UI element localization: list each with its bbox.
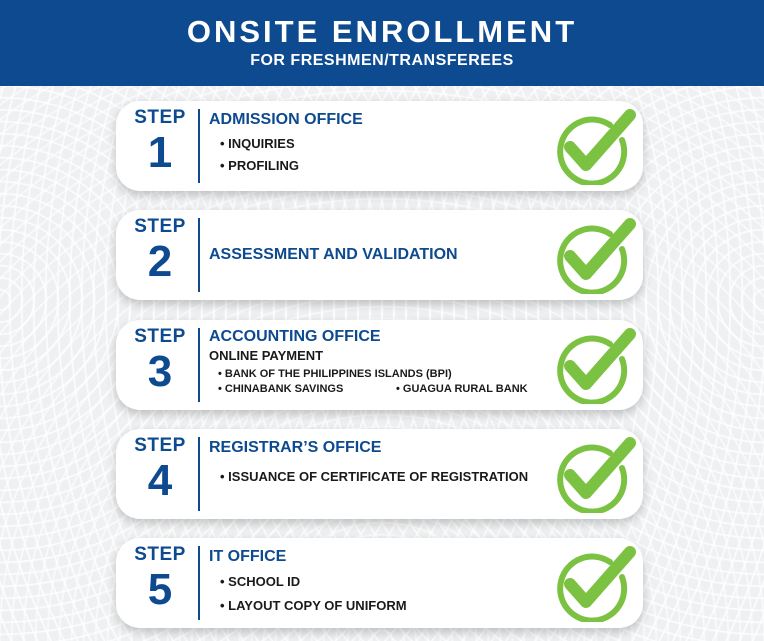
step-item: • PROFILING: [220, 158, 299, 173]
check-mark-icon: [546, 544, 638, 622]
step-item: • INQUIRIES: [220, 136, 295, 151]
step-number: 2: [147, 237, 173, 286]
check-mark-icon: [546, 435, 638, 513]
step-label: [124, 544, 196, 612]
department-name: ACCOUNTING OFFICE: [209, 328, 381, 345]
page-header: [0, 0, 764, 86]
department-name: ASSESSMENT AND VALIDATION: [209, 246, 458, 263]
step-divider: [198, 109, 200, 183]
step-card-3: [116, 320, 643, 410]
page-subtitle: FOR FRESHMEN/TRANSFEREES: [250, 52, 514, 69]
step-item: • LAYOUT COPY OF UNIFORM: [220, 598, 407, 613]
step-label: [124, 216, 196, 284]
step-item: • BANK OF THE PHILIPPINES ISLANDS (BPI): [218, 368, 452, 380]
step-divider: [198, 546, 200, 620]
step-word: STEP: [134, 326, 186, 347]
step-label: [124, 107, 196, 175]
step-label: [124, 326, 196, 394]
step-card-5: [116, 538, 643, 628]
step-divider: [198, 437, 200, 511]
step-word: STEP: [134, 544, 186, 565]
step-divider: [198, 218, 200, 292]
check-mark-icon: [546, 216, 638, 294]
step-card-2: [116, 210, 643, 300]
step-word: STEP: [134, 435, 186, 456]
step-subheading: ONLINE PAYMENT: [209, 348, 324, 363]
step-number: 3: [147, 347, 173, 396]
step-number: 4: [147, 456, 173, 505]
step-number: 1: [147, 128, 173, 177]
step-word: STEP: [134, 216, 186, 237]
department-name: ADMISSION OFFICE: [209, 111, 363, 128]
department-name: IT OFFICE: [209, 548, 287, 565]
step-divider: [198, 328, 200, 402]
department-name: REGISTRAR’S OFFICE: [209, 439, 382, 456]
step-label: [124, 435, 196, 503]
step-item: • SCHOOL ID: [220, 574, 300, 589]
page-title: ONSITE ENROLLMENT: [186, 14, 578, 49]
check-mark-icon: [546, 107, 638, 185]
check-mark-icon: [546, 326, 638, 404]
step-word: STEP: [134, 107, 186, 128]
step-card-1: [116, 101, 643, 191]
step-card-4: [116, 429, 643, 519]
step-number: 5: [147, 565, 173, 614]
step-item: • ISSUANCE OF CERTIFICATE OF REGISTRATION: [220, 469, 528, 484]
step-item: • GUAGUA RURAL BANK: [396, 383, 528, 395]
step-item: • CHINABANK SAVINGS: [218, 383, 343, 395]
